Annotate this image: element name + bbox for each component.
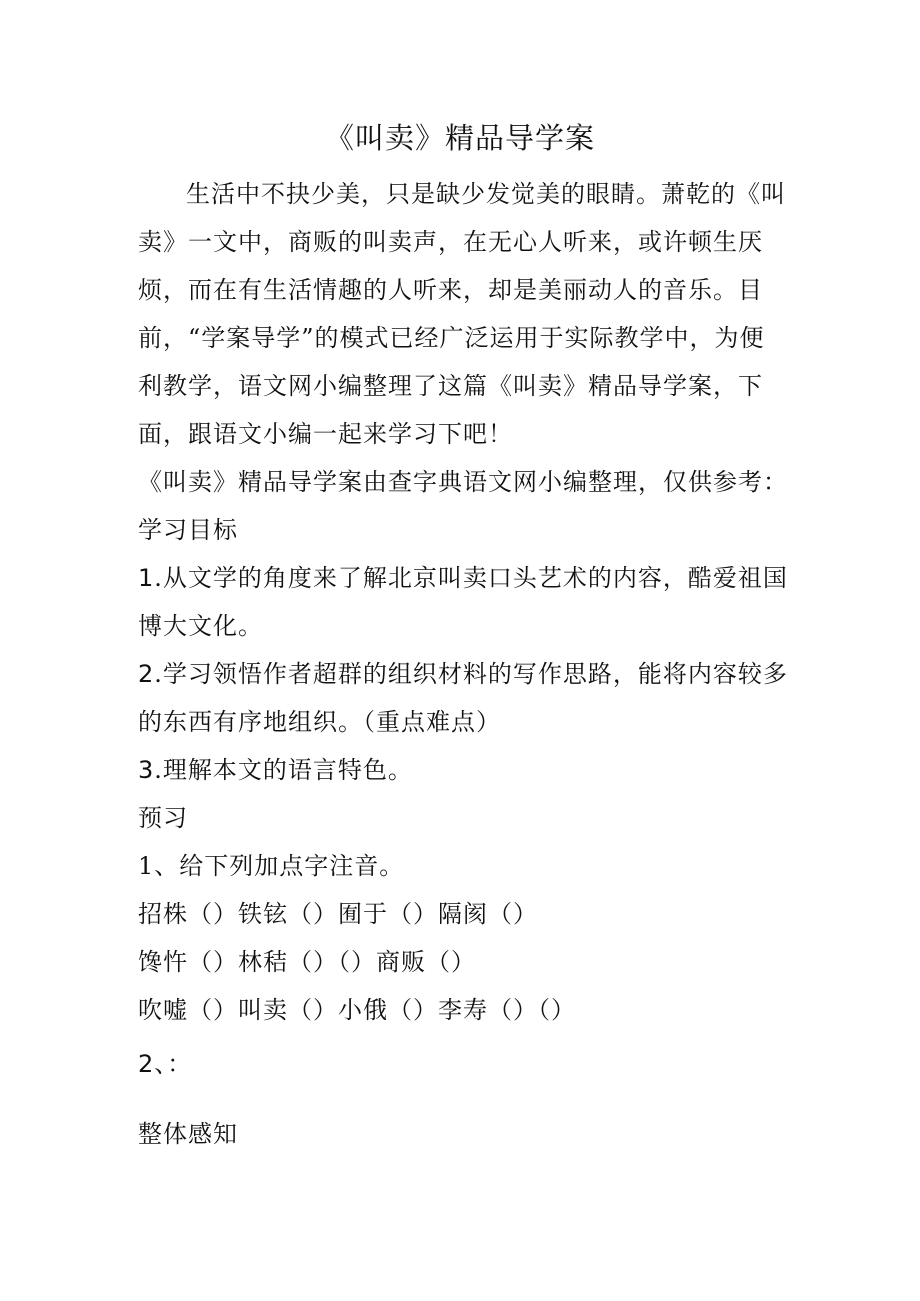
- overview-heading: 整体感知: [138, 1120, 238, 1148]
- intro-paragraph: 生活中不抉少美，只是缺少发觉美的眼睛。萧乾的《叫卖》一文中，商贩的叫卖声，在无心人听来，或许顿生厌烦，而在有生活情趣的人听来，却是美丽动人的音乐。目前，“学案导学”的模式已经广泛运用于实际教学中，为便利教学，语文网小编整理了这篇《叫卖》精品导学案，下面，跟语文小编一起来学习下吧！: [138, 180, 786, 448]
- goal-text: .学习领悟作者超群的组织材料的写作思路，能将内容较多的东西有序地组织。（重点难点）: [138, 660, 788, 736]
- pinyin-row-1: 招株（）铁铉（）囿于（）隔阂（）: [138, 900, 538, 928]
- document-title: 《叫卖》精品导学案: [324, 121, 595, 155]
- exercise-1: 1、给下列加点字注音。: [138, 852, 405, 880]
- goal-number: 3: [138, 756, 155, 784]
- preview-heading: 预习: [138, 804, 188, 832]
- goal-item-2: [138, 650, 788, 746]
- pinyin-row-3: 吹嘘（）叫卖（）小俄（）李寿（）（）: [138, 996, 576, 1024]
- exercise-2: 2、：: [138, 1050, 193, 1078]
- goal-text: .理解本文的语言特色。: [154, 756, 413, 784]
- goal-item-1: [138, 554, 788, 650]
- goal-item-3: [138, 746, 788, 794]
- source-note: 《叫卖》精品导学案由查字典语文网小编整理，仅供参考：学习目标: [138, 468, 788, 544]
- pinyin-row-2: 馋忤（）林秸（）（）商贩（）: [138, 948, 476, 976]
- goal-text: .从文学的角度来了解北京叫卖口头艺术的内容，酷爱祖国博大文化。: [138, 564, 788, 640]
- goal-number: 1: [138, 564, 155, 592]
- goal-number: 2: [138, 660, 155, 688]
